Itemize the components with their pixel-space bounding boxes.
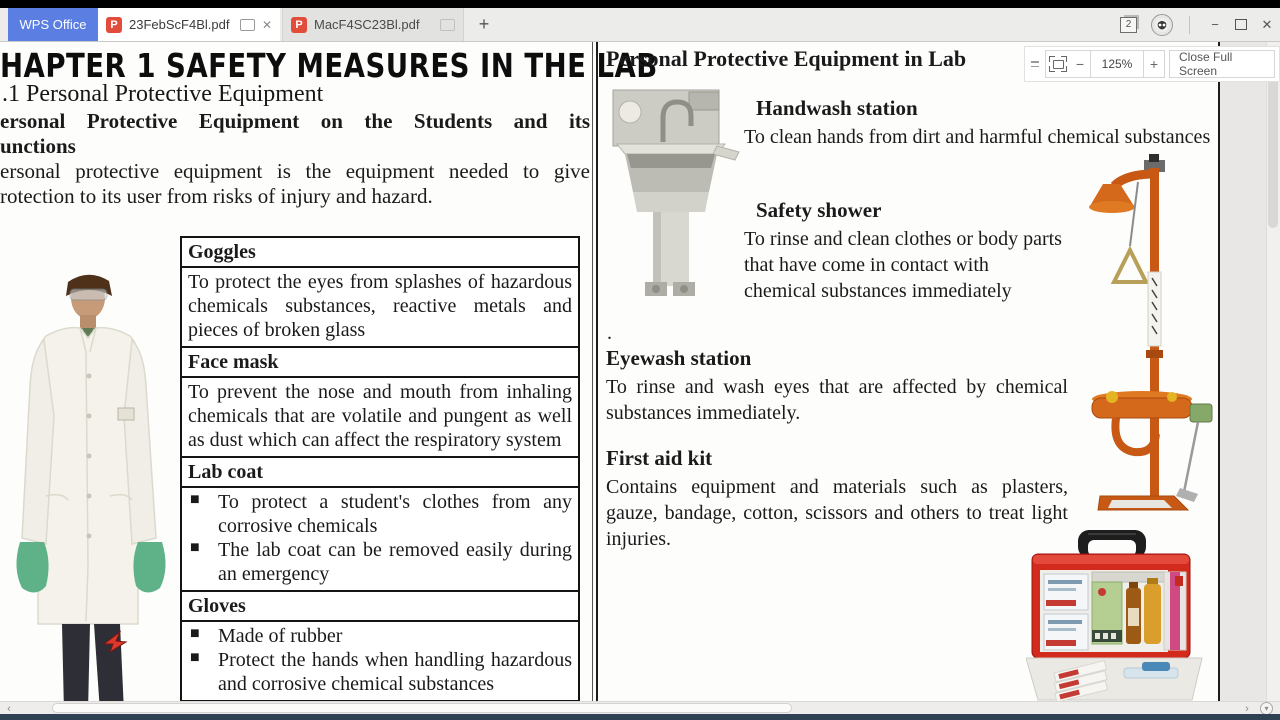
wps-office-menu-button[interactable]: [8, 8, 98, 41]
tab-23FebScF4Bl[interactable]: [98, 8, 280, 41]
table-row-body-lab-coat: [182, 486, 578, 590]
handwash-sink-photo: [597, 84, 745, 302]
zoom-group: [1045, 50, 1165, 78]
window-switcher-icon[interactable]: 2: [1120, 17, 1137, 33]
table-row-body-gloves: [182, 620, 578, 700]
zoom-in-button[interactable]: +: [1149, 56, 1159, 72]
tab-label: 23FebScF4Bl.pdf: [129, 17, 230, 32]
bullet-item: [188, 648, 572, 696]
viewer-zoom-toolbar: [1024, 46, 1280, 82]
maximize-icon: [1235, 19, 1247, 30]
minimize-button[interactable]: −: [1211, 17, 1219, 32]
right-page-title: Personal Protective Equipment in Lab: [606, 46, 967, 71]
bullet-item: [188, 538, 572, 586]
avatar-sketch: [1154, 17, 1170, 33]
tab-close-icon[interactable]: ✕: [261, 17, 272, 32]
bullet-text: To protect a student's clothes from any corrosive chemicals: [218, 491, 572, 537]
horizontal-scrollbar-thumb[interactable]: [52, 703, 792, 713]
bold-subheading-line1: ersonal Protective Equipment on the Students and its: [0, 109, 590, 133]
red-pointer-arrow: [102, 630, 128, 654]
student-in-lab-coat-photo: [6, 266, 178, 712]
eyewash-station-body: To rinse and wash eyes that are affected by chemical substances immediately.: [606, 376, 1068, 424]
table-row-header-gloves: Gloves: [182, 590, 578, 620]
stray-period: .: [607, 322, 612, 344]
bullet-square-icon: ■: [190, 539, 200, 556]
account-avatar[interactable]: [1151, 14, 1173, 36]
bullet-text: Protect the hands when handling hazardous and corrosive chemical substances: [218, 649, 572, 695]
present-monitor-icon[interactable]: [240, 19, 255, 31]
bullet-square-icon: ■: [190, 491, 200, 508]
bullet-square-icon: ■: [190, 649, 200, 666]
first-aid-kit-photo: [1026, 528, 1210, 714]
page-divider-line: [592, 42, 593, 702]
section-title: .1 Personal Protective Equipment: [2, 81, 324, 107]
eyewash-station-heading: Eyewash station: [606, 346, 752, 370]
pdf-file-icon: P: [106, 17, 122, 33]
chapter-title: HAPTER 1 SAFETY MEASURES IN THE LAB: [0, 47, 658, 86]
close-full-screen-button[interactable]: Close Full Screen: [1179, 50, 1233, 78]
first-aid-kit-body: Contains equipment and materials such as plasters, gauze, bandage, cotton, scissors and others to treat light injuries.: [606, 476, 1068, 550]
table-row-header-lab-coat: Lab coat: [182, 456, 578, 486]
bottom-status-strip: [0, 714, 1280, 720]
handwash-station-heading: Handwash station: [756, 96, 918, 120]
bold-subheading-line2: unctions: [0, 134, 76, 158]
bullet-square-icon: ■: [190, 625, 200, 642]
maximize-button[interactable]: [1228, 8, 1254, 41]
scroll-right-arrow[interactable]: ›: [1245, 702, 1249, 715]
safety-shower-heading: Safety shower: [756, 198, 882, 222]
intro-paragraph-line1: ersonal protective equipment is the equipment needed to give: [0, 159, 590, 183]
close-window-button[interactable]: ✕: [1261, 16, 1273, 32]
scrollbar-menu-icon[interactable]: ▾: [1260, 702, 1273, 715]
table-row-body-goggles: To protect the eyes from splashes of hazardous chemicals substances, reactive metals and pieces of broken glass: [182, 266, 578, 346]
tab-label: MacF4SC23Bl.pdf: [314, 17, 420, 32]
first-aid-kit-heading: First aid kit: [606, 446, 713, 470]
pdf-file-icon: P: [291, 17, 307, 33]
bullet-item: [188, 624, 572, 648]
table-row-header-face-mask: Face mask: [182, 346, 578, 376]
handwash-station-body: To clean hands from dirt and harmful chemical substances: [744, 126, 1211, 148]
vertical-scrollbar-thumb[interactable]: [1268, 58, 1278, 228]
close-full-screen-group: [1169, 50, 1275, 78]
tab-MacF4SC23Bl[interactable]: [282, 8, 464, 41]
safety-shower-photo: [1086, 154, 1222, 516]
tab-bar: [0, 8, 1280, 42]
horizontal-scrollbar-track[interactable]: [0, 701, 1280, 715]
present-monitor-icon: [440, 19, 455, 31]
zoom-out-button[interactable]: −: [1075, 56, 1085, 72]
fit-to-screen-icon[interactable]: [1046, 52, 1070, 76]
safety-shower-body: To rinse and clean clothes or body parts that have come in contact with chemical substances immediately: [744, 228, 1062, 302]
toolbar-drag-handle-icon[interactable]: [1029, 61, 1041, 67]
table-row-header-goggles: Goggles: [188, 241, 256, 263]
bullet-item: [188, 490, 572, 538]
table-row-body-face-mask: To prevent the nose and mouth from inhaling chemicals that are volatile and pungent as well as dust which can affect the respiratory system: [182, 376, 578, 456]
scroll-left-arrow[interactable]: ‹: [7, 702, 11, 715]
system-icons: [1120, 8, 1280, 41]
new-tab-button[interactable]: +: [478, 13, 490, 34]
ppe-table: [180, 236, 580, 702]
bullet-text: Made of rubber: [218, 625, 343, 647]
wps-office-label: WPS Office: [19, 17, 87, 32]
zoom-level-value[interactable]: 125%: [1090, 51, 1144, 77]
intro-paragraph-line2: rotection to its user from risks of injury and hazard.: [0, 184, 433, 208]
bullet-text: The lab coat can be removed easily during an emergency: [218, 539, 572, 585]
divider: [1189, 16, 1190, 34]
